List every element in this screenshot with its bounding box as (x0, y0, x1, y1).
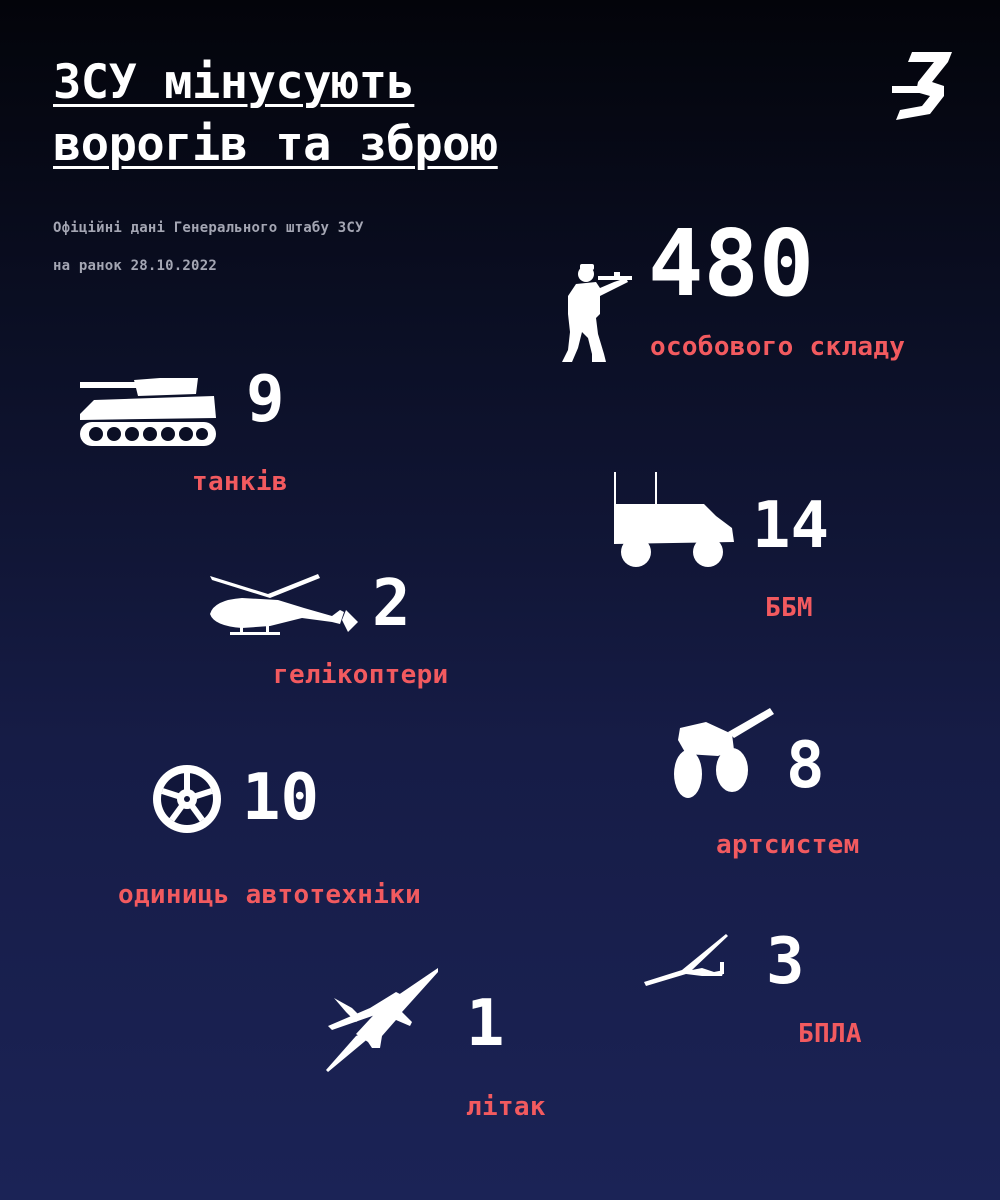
vehicles-label: одиниць автотехніки (118, 880, 422, 910)
tank-icon (78, 376, 218, 448)
uav-label: БПЛА (798, 1019, 862, 1049)
title-line-2: ворогів та зброю (53, 117, 498, 172)
tanks-count: 9 (246, 363, 285, 437)
drone-icon (642, 932, 730, 986)
artillery-icon (672, 706, 774, 802)
soldier-icon (556, 262, 634, 364)
aircraft-count: 1 (466, 987, 505, 1061)
title-line-1: ЗСУ мінусують (53, 55, 415, 110)
source-text: Офіційні дані Генерального штабу ЗСУ (53, 220, 364, 236)
artillery-count: 8 (786, 729, 825, 803)
armored-vehicle-icon (612, 472, 736, 570)
wheel-icon (152, 764, 222, 834)
vehicles-count: 10 (242, 761, 320, 835)
helicopter-icon (208, 574, 360, 642)
tanks-label: танків (192, 467, 288, 497)
artillery-label: артсистем (716, 830, 860, 860)
aircraft-icon (326, 966, 440, 1074)
apv-count: 14 (752, 489, 830, 563)
apv-label: ББМ (765, 593, 813, 623)
z-logo-icon (888, 48, 958, 124)
personnel-label: особового складу (650, 332, 906, 362)
helicopters-label: гелікоптери (273, 660, 449, 690)
aircraft-label: літак (466, 1092, 546, 1122)
helicopters-count: 2 (372, 567, 411, 641)
personnel-count: 480 (648, 210, 815, 317)
date-text: на ранок 28.10.2022 (53, 258, 217, 274)
uav-count: 3 (766, 925, 805, 999)
page-title (53, 52, 498, 176)
